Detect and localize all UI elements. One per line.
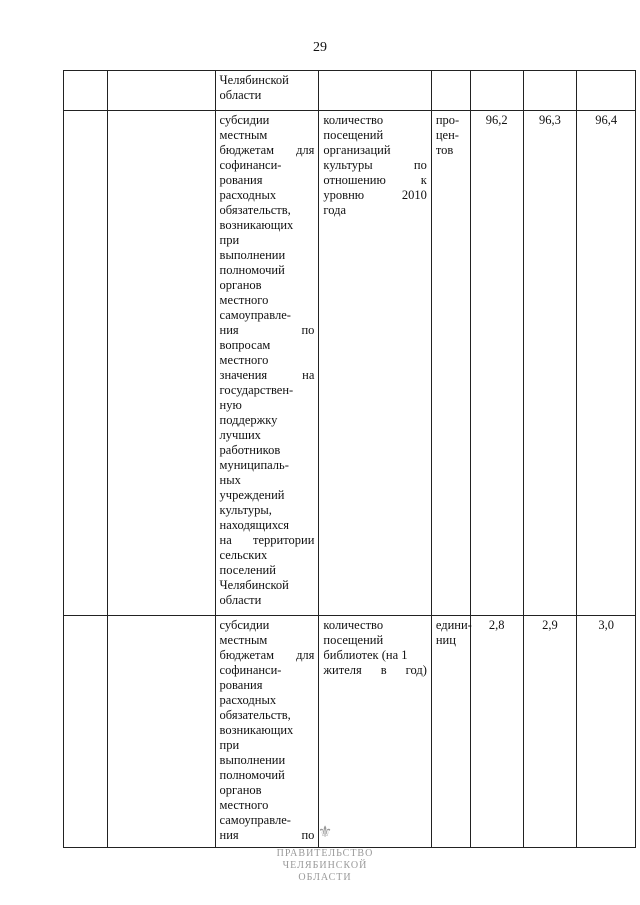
cell-subsidy-line: органов: [219, 783, 262, 797]
cell-value-2: 96,3: [523, 111, 577, 616]
cell-subsidy-line: на территории: [219, 533, 315, 547]
cell-subsidy-line: органов: [219, 278, 262, 292]
cell-subsidy-line: культуры,: [219, 503, 272, 517]
cell-subsidy-line: находящихся: [219, 518, 290, 532]
cell-indicator-line: жителя в год): [323, 663, 427, 677]
cell-subsidy-line: при: [219, 233, 240, 247]
cell-subsidy-line: местного: [219, 798, 269, 812]
cell-subsidy-line: местным: [219, 633, 268, 647]
cell-subsidy-line: самоуправле-: [219, 813, 291, 827]
cell-subsidy-line: учреждений: [219, 488, 285, 502]
cell-subsidy-line: полномочий: [219, 768, 285, 782]
cell-indicator-line: культуры по: [323, 158, 427, 172]
cell-subsidy-line: бюджетам для: [219, 143, 315, 157]
cell-subsidy-line: сельских: [219, 548, 268, 562]
cell-subsidy-line: значения на: [219, 368, 315, 382]
cell-indicator-line: организаций: [323, 143, 391, 157]
cell-unit-line: едини-: [435, 618, 472, 632]
cell-value-1: 2,8: [470, 616, 523, 848]
cell-subsidy-line: ния по: [219, 828, 315, 842]
cell-value-1: [470, 71, 523, 111]
stamp-line-2: ЧЕЛЯБИНСКОЙ ОБЛАСТИ: [282, 860, 368, 883]
cell-empty-2: [108, 71, 216, 111]
cell-indicator: [319, 71, 431, 111]
cell-empty-2: [108, 616, 216, 848]
cell-subsidy-line: субсидии: [219, 113, 270, 127]
cell-subsidy-line: возникающих: [219, 218, 294, 232]
cell-subsidy: [215, 71, 319, 111]
government-stamp: [255, 822, 395, 884]
cell-subsidy-line: обязательств,: [219, 203, 291, 217]
cell-unit-line: ниц: [435, 633, 456, 647]
cell-empty-1: [64, 71, 108, 111]
cell-indicator-line: посещений: [323, 633, 384, 647]
cell-unit: [431, 616, 470, 848]
cell-subsidy-line: возникающих: [219, 723, 294, 737]
cell-subsidy-line: софинанси-: [219, 158, 282, 172]
cell-subsidy: [215, 616, 319, 848]
cell-value-3: 3,0: [577, 616, 636, 848]
cell-indicator-line: посещений: [323, 128, 384, 142]
cell-subsidy-line: расходных: [219, 693, 277, 707]
cell-subsidy-line: при: [219, 738, 240, 752]
cell-subsidy-line: работников: [219, 443, 281, 457]
cell-subsidy-line: поселений: [219, 563, 276, 577]
cell-subsidy-line: области: [219, 593, 262, 607]
cell-subsidy-line: Челябинской: [219, 578, 289, 592]
cell-value-2: 2,9: [523, 616, 577, 848]
cell-subsidy-line: ную: [219, 398, 242, 412]
cell-subsidy-line: ных: [219, 473, 241, 487]
cell-indicator-line: библиотек (на 1: [323, 648, 408, 662]
cell-indicator-line: уровню 2010: [323, 188, 427, 202]
cell-subsidy-line: Челябинской: [219, 73, 289, 87]
cell-empty-1: [64, 616, 108, 848]
cell-subsidy-line: местного: [219, 293, 269, 307]
cell-subsidy-line: вопросам: [219, 338, 271, 352]
cell-subsidy-line: государствен-: [219, 383, 294, 397]
stamp-line-1: ПРАВИТЕЛЬСТВО: [276, 848, 374, 859]
cell-subsidy-line: лучших: [219, 428, 261, 442]
cell-value-3: [577, 71, 636, 111]
cell-indicator-line: отношению к: [323, 173, 427, 187]
cell-subsidy-line: местным: [219, 128, 268, 142]
cell-indicator: [319, 616, 431, 848]
cell-subsidy-line: выполнении: [219, 753, 286, 767]
cell-empty-1: [64, 111, 108, 616]
cell-subsidy-line: области: [219, 88, 262, 102]
cell-indicator-line: количество: [323, 618, 384, 632]
cell-unit-line: цен-: [435, 128, 459, 142]
cell-subsidy-line: рования: [219, 173, 263, 187]
cell-unit: [431, 71, 470, 111]
cell-indicator: [319, 111, 431, 616]
cell-unit: [431, 111, 470, 616]
cell-subsidy: [215, 111, 319, 616]
cell-subsidy-line: рования: [219, 678, 263, 692]
indicators-table: [63, 70, 636, 848]
cell-subsidy-line: бюджетам для: [219, 648, 315, 662]
cell-subsidy-line: софинанси-: [219, 663, 282, 677]
cell-subsidy-line: расходных: [219, 188, 277, 202]
cell-subsidy-line: самоуправле-: [219, 308, 291, 322]
cell-subsidy-line: ния по: [219, 323, 315, 337]
cell-subsidy-line: выполнении: [219, 248, 286, 262]
cell-empty-2: [108, 111, 216, 616]
cell-subsidy-line: поддержку: [219, 413, 278, 427]
cell-unit-line: про-: [435, 113, 460, 127]
cell-subsidy-line: субсидии: [219, 618, 270, 632]
cell-indicator-line: года: [323, 203, 347, 217]
cell-unit-line: тов: [435, 143, 454, 157]
cell-indicator-line: количество: [323, 113, 384, 127]
cell-value-2: [523, 71, 577, 111]
table-row: [64, 111, 636, 616]
cell-subsidy-line: муниципаль-: [219, 458, 289, 472]
cell-value-1: 96,2: [470, 111, 523, 616]
cell-subsidy-line: местного: [219, 353, 269, 367]
table-row: [64, 71, 636, 111]
cell-value-3: 96,4: [577, 111, 636, 616]
page-number: 29: [313, 40, 327, 55]
coat-of-arms-icon: ⚜: [317, 824, 333, 841]
cell-subsidy-line: обязательств,: [219, 708, 291, 722]
cell-subsidy-line: полномочий: [219, 263, 285, 277]
table-row: [64, 616, 636, 848]
